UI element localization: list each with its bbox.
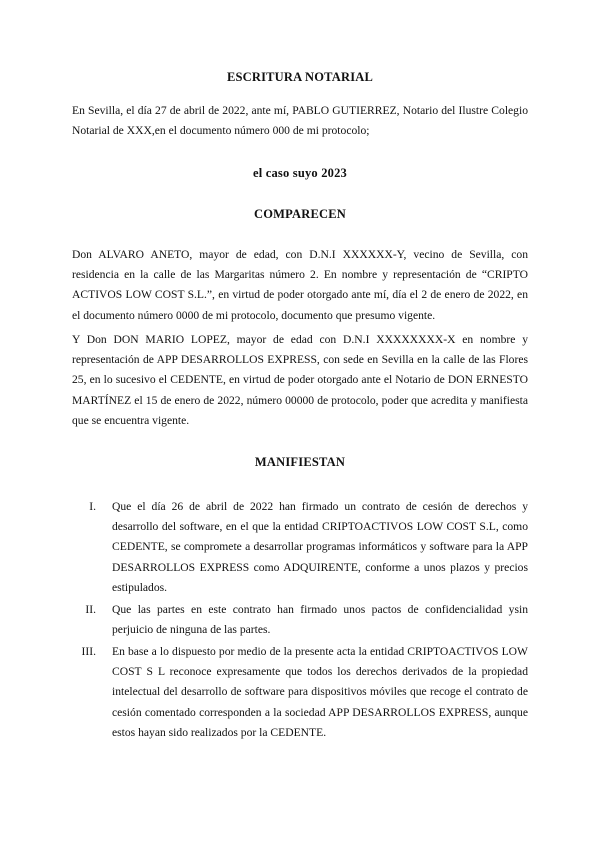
comparecen-paragraph-2: Y Don DON MARIO LOPEZ, mayor de edad con D.N.I XXXXXXXX-X en nombre y representación de APP DESARROLLOS EXPRESS, con sede en Sevilla en la calle de las Flores 25, en lo sucesivo el CEDENTE, en virtud de poder otorgado ante el Notario de DON ERNESTO MARTÍNEZ el 15 de enero de 2022, número 00000 de protocolo, poder que acredita y manifiesta que se encuentra vigente. <box>72 333 528 427</box>
list-item-text: Que las partes en este contrato han firmado unos pactos de confidencialidad ysin perjuicio de ninguna de las partes. <box>112 603 528 637</box>
list-item-number: II. <box>85 603 96 616</box>
list-item-number: III. <box>81 645 96 658</box>
list-item <box>72 642 528 746</box>
document-title: ESCRITURA NOTARIAL <box>226 70 374 84</box>
comparecen-paragraph-1: Don ALVARO ANETO, mayor de edad, con D.N.I XXXXXX-Y, vecino de Sevilla, con residencia en la calle de las Margaritas número 2. En nombre y representación de “CRIPTO ACTIVOS LOW COST S.L.”, en virtud de poder otorgado ante mí, día el 2 de enero de 2022, en el documento número 0000 de mi protocolo, documento que presumo vigente. <box>72 248 528 322</box>
intro-paragraph: En Sevilla, el día 27 de abril de 2022, ante mí, PABLO GUTIERREZ, Notario del Ilustre Colegio Notarial de XXX,en el documento número 000 de mi protocolo; <box>72 104 528 138</box>
list-item-text: Que el día 26 de abril de 2022 han firmado un contrato de cesión de derechos y desarrollo del software, en el que la entidad CRIPTOACTIVOS LOW COST S.L, como CEDENTE, se compromete a desarrollar programas informáticos y software para la APP DESARROLLOS EXPRESS como ADQUIRENTE, conforme a unos plazos y precios estipulados. <box>112 500 528 594</box>
list-item <box>72 497 528 601</box>
comparecen-heading: COMPARECEN <box>253 207 347 221</box>
manifiestan-heading: MANIFIESTAN <box>254 455 346 469</box>
case-heading: el caso suyo 2023 <box>252 166 348 180</box>
list-item <box>72 600 528 642</box>
list-item-text: En base a lo dispuesto por medio de la presente acta la entidad CRIPTOACTIVOS LOW COST S L reconoce expresamente que todos los derechos derivados de la propiedad intelectual del desarrollo de software para dispositivos móviles que recoge el contrato de cesión comentado corresponden a la sociedad APP DESARROLLOS EXPRESS, aunque estos hayan sido realizados por la CEDENTE. <box>112 645 528 739</box>
list-item-number: I. <box>89 500 96 513</box>
